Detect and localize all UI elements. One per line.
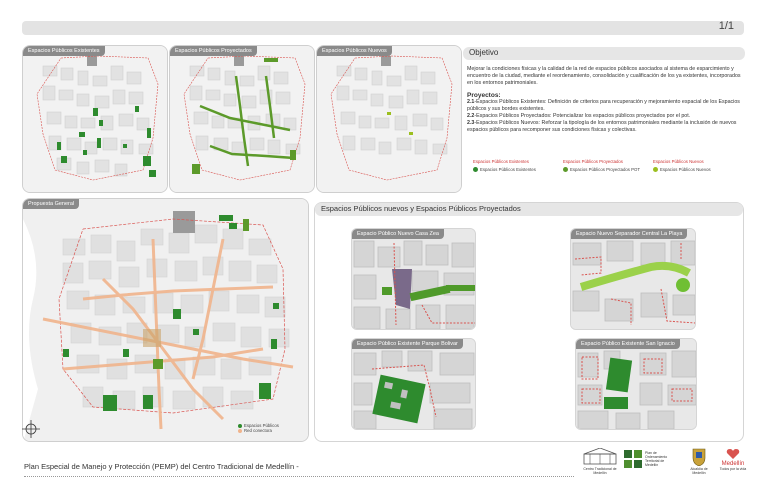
section-title: Espacios Públicos nuevos y Espacios Públicos Proyectados xyxy=(315,203,743,216)
project-number: 2.2 xyxy=(467,113,475,120)
page-number: 1/1 xyxy=(718,20,734,32)
detail-map xyxy=(571,229,696,330)
objective-text: Mejorar la condiciones físicas y la calidad de la red de espacios públicos asociados al sistema de esparcimiento y encuentro de la ciudad, mediante el reordenamiento, consolidación y cualificación de los ya existentes, incorporados en los entornos patrimoniales. xyxy=(467,66,741,87)
detail-casa-zea xyxy=(351,228,476,330)
legend-heading: Espacios Públicos Existentes xyxy=(473,159,529,164)
top-bar xyxy=(22,21,744,35)
map-panel-general xyxy=(22,198,309,442)
logo-subtext: Todos por la vida xyxy=(719,467,747,471)
legend-item xyxy=(473,167,553,172)
legend-dot xyxy=(653,167,658,172)
legend-label: Espacios Públicos Existentes xyxy=(480,167,536,172)
legend-heading: Espacios Públicos Proyectados xyxy=(563,159,623,164)
legend-item xyxy=(563,167,643,172)
panel-label-general: Propuesta General xyxy=(23,199,79,209)
detail-la-playa xyxy=(570,228,696,330)
legend-label: Espacios Públicos Proyectados POT xyxy=(570,167,640,172)
medellin-logo-icon xyxy=(726,448,740,460)
objective-title: Objetivo xyxy=(463,47,745,60)
logo-text: Medellín xyxy=(721,461,745,467)
footer-divider xyxy=(24,476,574,477)
project-item xyxy=(463,120,745,134)
logo-alcaldia xyxy=(684,448,714,475)
detail-label: Espacio Público Existente Parque Bolivar xyxy=(352,339,463,349)
compass-icon xyxy=(22,420,40,438)
logo-pot-content xyxy=(624,450,680,468)
legend-dot xyxy=(238,429,242,433)
panel-label-existing: Espacios Públicos Existentes xyxy=(23,46,105,56)
project-item xyxy=(463,99,745,113)
projects-title: Proyectos: xyxy=(467,91,501,99)
legend-dot xyxy=(563,167,568,172)
legend-label: Red conectora xyxy=(244,428,272,433)
logo-pot xyxy=(624,450,680,468)
legend-dot xyxy=(238,424,242,428)
shield-icon xyxy=(692,448,706,466)
logo-medellin xyxy=(716,448,750,471)
map-existing xyxy=(23,46,168,193)
detail-bolivar xyxy=(351,338,476,430)
project-text: -Espacios Públicos Nuevos: Reforzar la tipología de los entornos patrimoniales mediante la inclusión de nuevos espacios públicos para recomponer sus condiciones físicas y colectivas. xyxy=(467,120,737,134)
map-general xyxy=(23,199,309,442)
legend-existing xyxy=(473,159,553,172)
project-item xyxy=(463,113,745,120)
detail-map xyxy=(576,339,697,430)
detail-label: Espacio Nuevo Separador Central La Playa xyxy=(571,229,687,239)
building-icon xyxy=(580,448,620,466)
map-panel-projected xyxy=(169,45,315,193)
objective-box xyxy=(463,47,745,187)
project-text: -Espacios Públicos Proyectados: Potencializar los espacios públicos proyectados por el pot. xyxy=(474,113,691,120)
map-panel-new xyxy=(316,45,462,193)
general-legend-item xyxy=(238,428,308,433)
legend-item xyxy=(653,167,733,172)
project-text: -Espacios Públicos Existentes: Definición de criterios para recuperación y mejoramiento espacial de los Espacios públicos y sus bordes existentes. xyxy=(467,98,740,112)
legend-projected xyxy=(563,159,643,172)
detail-map xyxy=(352,229,476,330)
legend-heading: Espacios Públicos Nuevos xyxy=(653,159,704,164)
panel-label-projected: Espacios Públicos Proyectados xyxy=(170,46,257,56)
legend-label: Espacios Públicos xyxy=(244,423,279,428)
logo-centro-tradicional xyxy=(580,448,620,475)
legend-label: Espacios Públicos Nuevos xyxy=(660,167,711,172)
logo-text: Centro Tradicional de Medellín xyxy=(583,467,617,475)
map-projected xyxy=(170,46,315,193)
project-number: 2.1 xyxy=(467,98,475,105)
logo-text: Plan de Ordenamiento Territorial de Medellín xyxy=(645,451,668,467)
legend-dot xyxy=(473,167,478,172)
project-number: 2.3 xyxy=(467,120,475,127)
pot-icon xyxy=(624,450,642,468)
detail-map xyxy=(352,339,476,430)
map-panel-existing xyxy=(22,45,168,193)
map-new xyxy=(317,46,462,193)
detail-san-ignacio xyxy=(575,338,697,430)
panel-label-new: Espacios Públicos Nuevos xyxy=(317,46,392,56)
general-legend xyxy=(238,423,308,433)
logo-text: Alcaldía de Medellín xyxy=(690,467,708,475)
footer-title: Plan Especial de Manejo y Protección (PEMP) del Centro Tradicional de Medellín - xyxy=(24,462,299,471)
detail-label: Espacio Público Nuevo Casa Zea xyxy=(352,229,444,239)
legend-new xyxy=(653,159,733,172)
detail-label: Espacio Público Existente San Ignacio xyxy=(576,339,680,349)
